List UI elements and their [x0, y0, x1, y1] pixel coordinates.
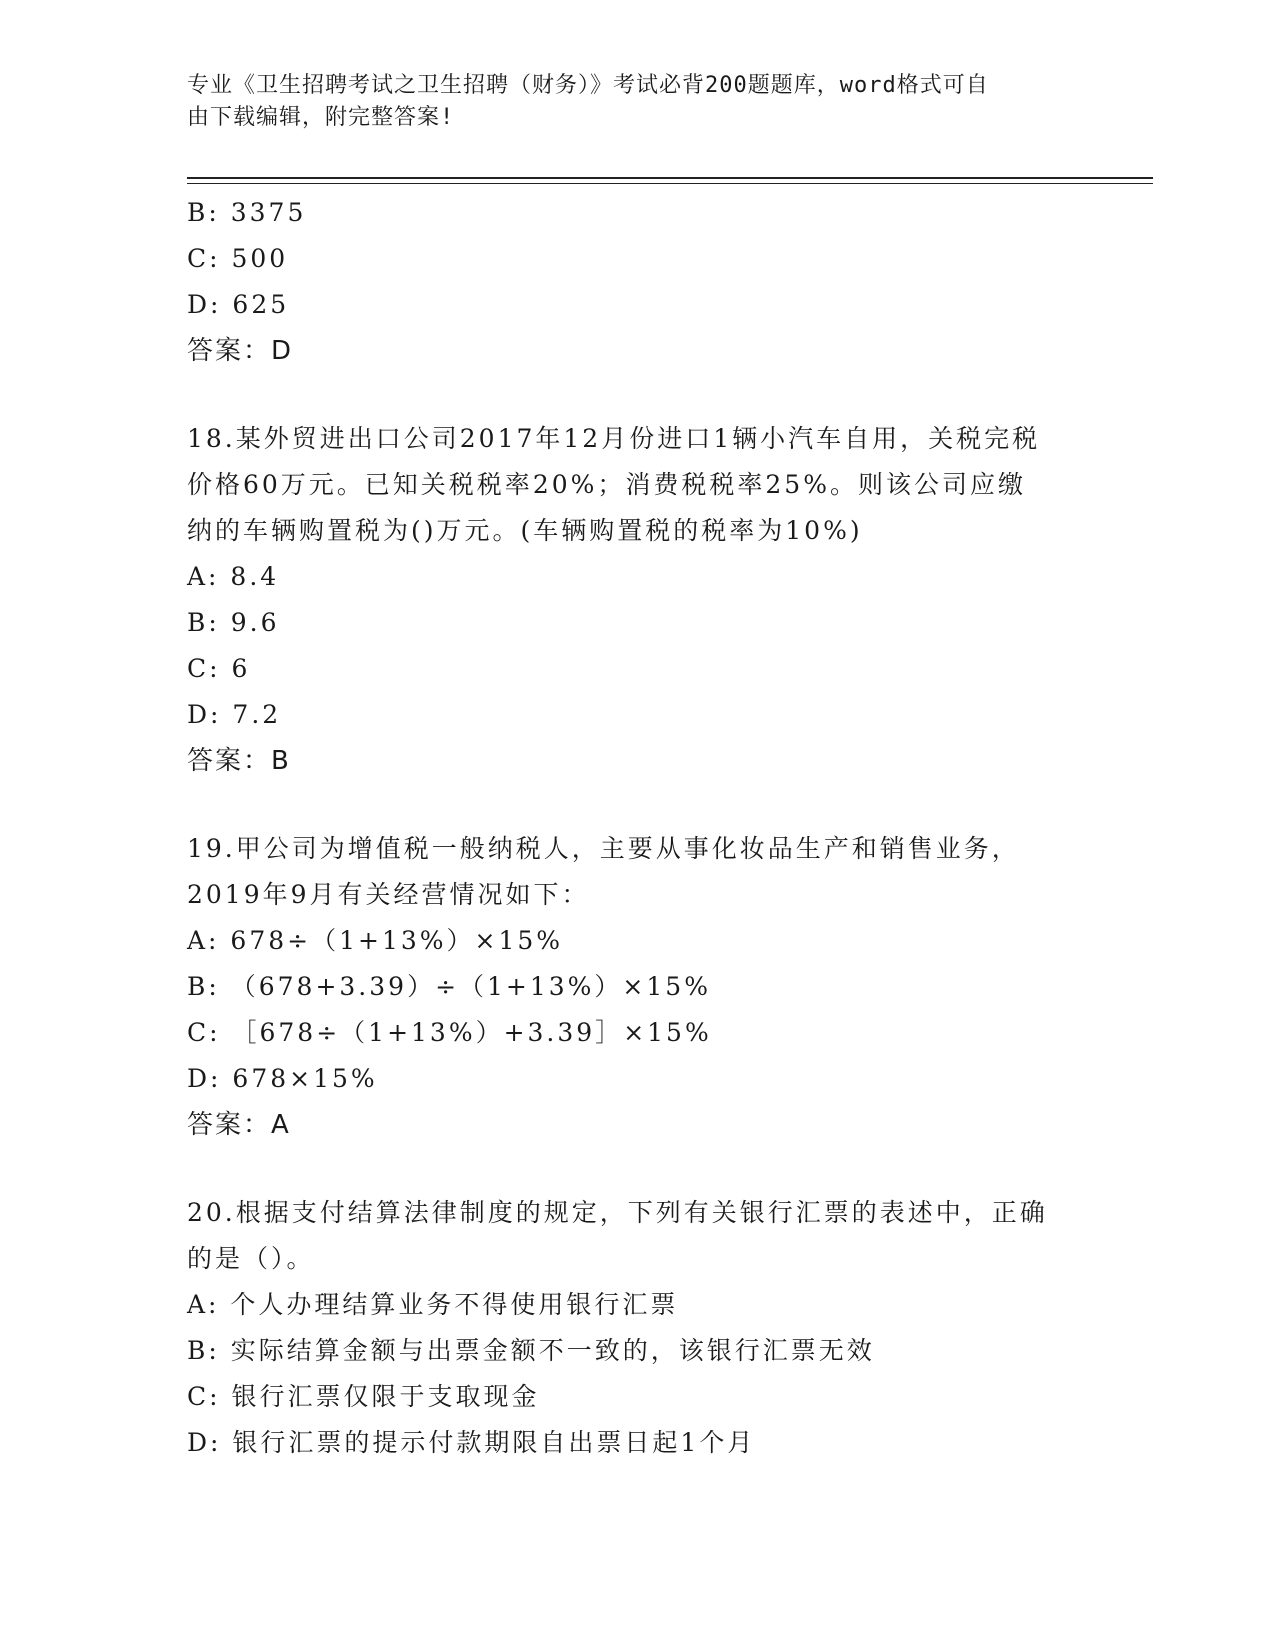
document-body: [187, 190, 1087, 1466]
question-text-line: 2019年9月有关经营情况如下：: [187, 880, 590, 909]
option-d: D: 678×15%: [187, 1064, 378, 1093]
question-text-line: 的是（）。: [187, 1244, 315, 1273]
option-b: B: 实际结算金额与出票金额不一致的，该银行汇票无效: [187, 1336, 875, 1365]
header-line-2: 由下载编辑，附完整答案!: [187, 105, 455, 130]
header-divider-thick: [187, 177, 1153, 179]
answer-line: 答案：D: [187, 336, 294, 366]
question-20: [187, 1190, 1087, 1466]
document-header: [187, 70, 1067, 134]
question-text-line: 19.甲公司为增值税一般纳税人，主要从事化妆品生产和销售业务，: [187, 834, 1020, 863]
question-text-line: 18.某外贸进出口公司2017年12月份进口1辆小汽车自用，关税完税: [187, 424, 1041, 453]
answer-line: 答案：A: [187, 1110, 291, 1140]
option-d: D: 银行汇票的提示付款期限自出票日起1个月: [187, 1428, 756, 1457]
option-c: C: ［678÷（1+13%）+3.39］×15%: [187, 1018, 712, 1047]
option-a: A: 8.4: [187, 562, 280, 591]
option-a: A: 678÷（1+13%）×15%: [187, 926, 564, 955]
question-19: [187, 826, 1087, 1148]
option-b: B: （678+3.39）÷（1+13%）×15%: [187, 972, 711, 1001]
question-text-line: 价格60万元。已知关税税率20%；消费税税率25%。则该公司应缴: [187, 470, 1026, 499]
option-b: B: 3375: [187, 198, 307, 227]
option-a: A: 个人办理结算业务不得使用银行汇票: [187, 1290, 679, 1319]
question-text-line: 20.根据支付结算法律制度的规定，下列有关银行汇票的表述中，正确: [187, 1198, 1048, 1227]
question-18: [187, 416, 1087, 784]
answer-line: 答案：B: [187, 746, 291, 776]
header-divider-thin: [187, 183, 1153, 184]
header-line-1: 专业《卫生招聘考试之卫生招聘（财务）》考试必背200题题库，word格式可自: [187, 73, 989, 98]
question-17-tail: [187, 190, 1087, 374]
option-c: C: 500: [187, 244, 289, 273]
option-d: D: 625: [187, 290, 290, 319]
option-c: C: 6: [187, 654, 251, 683]
option-b: B: 9.6: [187, 608, 280, 637]
question-text-line: 纳的车辆购置税为()万元。(车辆购置税的税率为10%): [187, 516, 863, 545]
option-c: C: 银行汇票仅限于支取现金: [187, 1382, 540, 1411]
option-d: D: 7.2: [187, 700, 282, 729]
